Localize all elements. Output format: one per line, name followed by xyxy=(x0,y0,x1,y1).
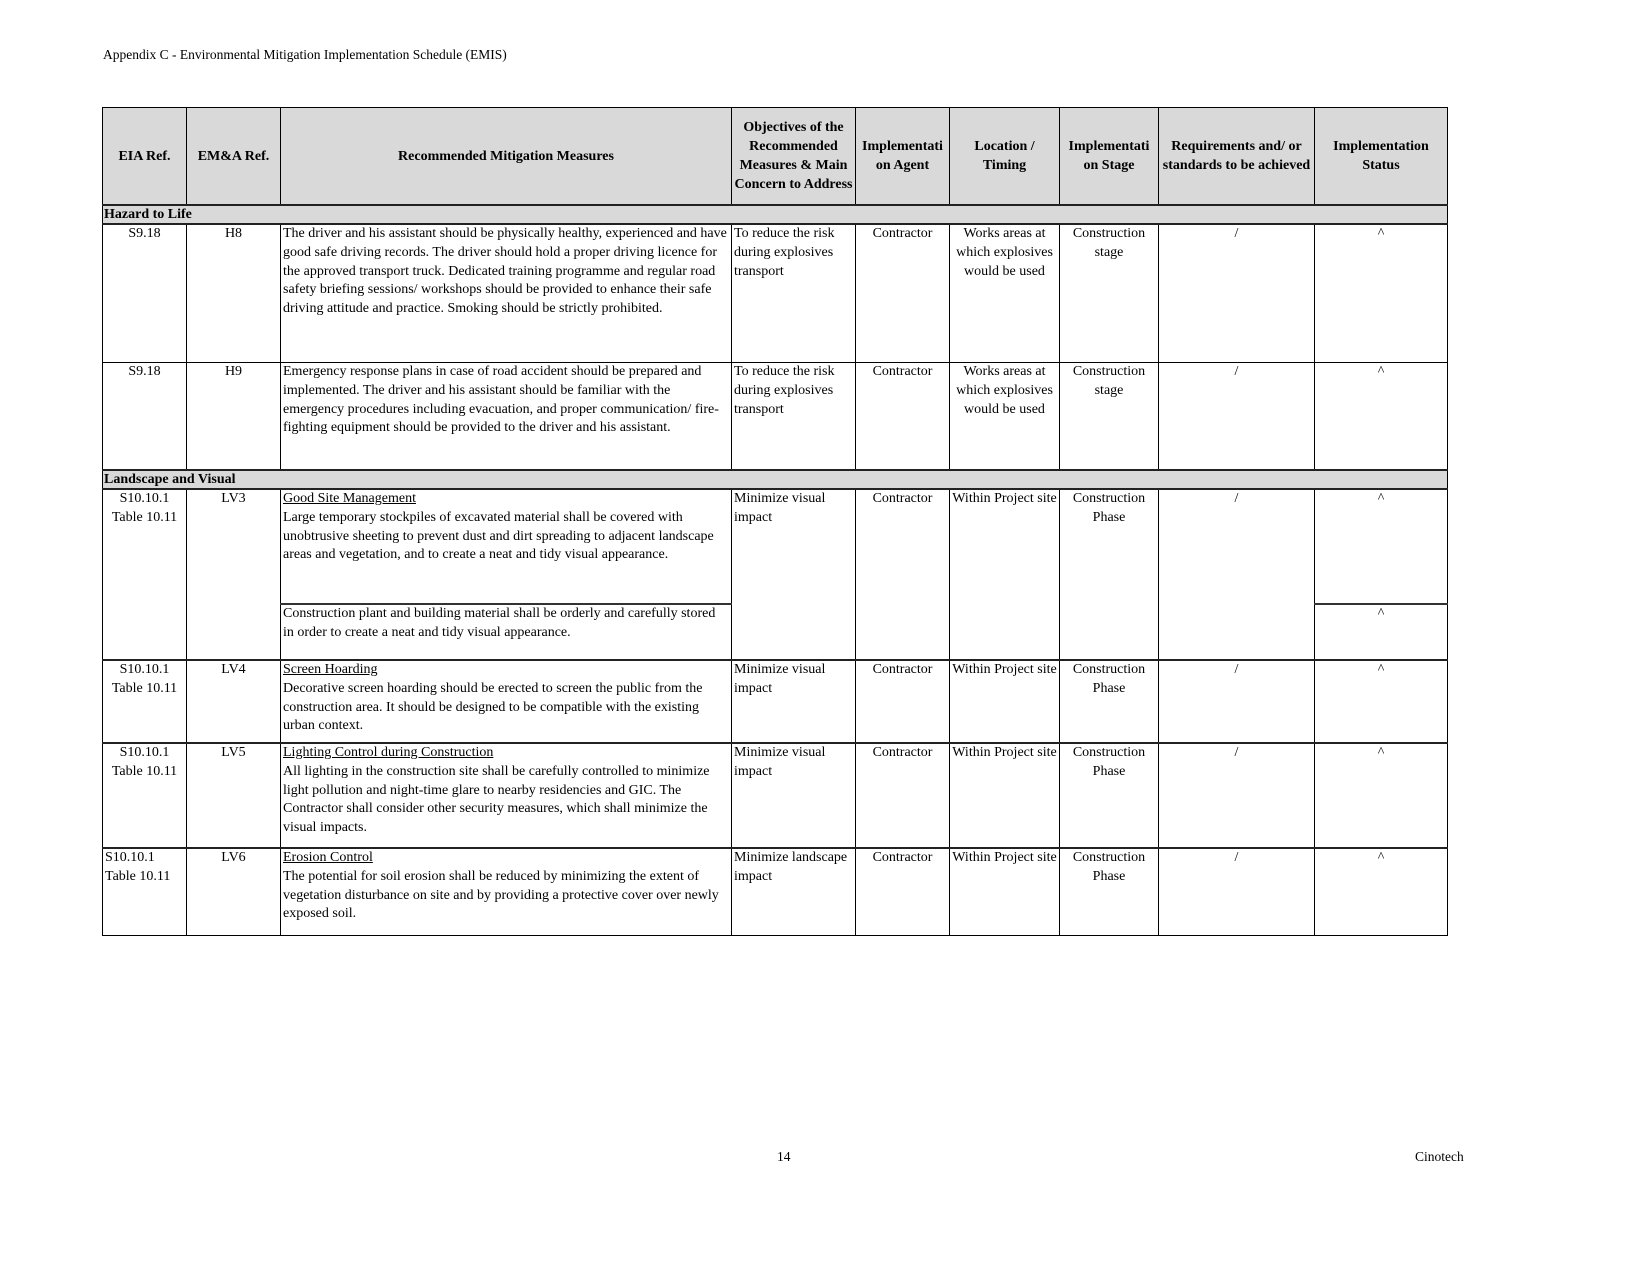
requirements-cell: / xyxy=(1159,224,1315,363)
table-row xyxy=(103,363,1448,471)
agent-cell: Contractor xyxy=(856,363,950,471)
measure-cell: Construction plant and building material shall be orderly and carefully stored in order to create a neat and tidy visual appearance. xyxy=(281,604,732,660)
col-header-implementation-status: Implementation Status xyxy=(1315,108,1448,206)
objective-cell: Minimize visual impact xyxy=(732,489,856,660)
eia-ref-cell xyxy=(103,743,187,848)
requirements-cell: / xyxy=(1159,743,1315,848)
ema-ref-cell: H9 xyxy=(187,363,281,471)
eia-ref-line: S10.10.1 xyxy=(119,662,170,677)
measure-title: Erosion Control xyxy=(283,850,373,865)
eia-ref-line: S10.10.1 xyxy=(105,850,155,865)
objective-cell: To reduce the risk during explosives transport xyxy=(732,363,856,471)
eia-ref-line: Table 10.11 xyxy=(111,763,178,779)
table-row xyxy=(103,848,1448,936)
ema-ref-cell: LV4 xyxy=(187,660,281,743)
section-row-hazard-to-life xyxy=(103,205,1448,224)
requirements-cell: / xyxy=(1159,489,1315,660)
requirements-cell: / xyxy=(1159,363,1315,471)
location-cell: Within Project site xyxy=(950,743,1060,848)
emis-table xyxy=(102,107,1448,936)
agent-cell: Contractor xyxy=(856,743,950,848)
objective-cell: To reduce the risk during explosives transport xyxy=(732,224,856,363)
table-row xyxy=(103,489,1448,604)
table-row xyxy=(103,660,1448,743)
objective-cell: Minimize visual impact xyxy=(732,660,856,743)
location-cell: Within Project site xyxy=(950,489,1060,660)
section-title: Landscape and Visual xyxy=(103,470,1448,489)
measure-cell xyxy=(281,660,732,743)
col-header-requirements: Requirements and/ or standards to be achieved xyxy=(1159,108,1315,206)
eia-ref-cell xyxy=(103,660,187,743)
status-cell: ^ xyxy=(1315,660,1448,743)
ema-ref-cell: LV6 xyxy=(187,848,281,936)
eia-ref-line: Table 10.11 xyxy=(111,509,178,525)
stage-cell: Construction Phase xyxy=(1060,660,1159,743)
stage-cell: Construction stage xyxy=(1060,224,1159,363)
table-header-row xyxy=(103,108,1448,206)
eia-ref-line: Table 10.11 xyxy=(105,868,171,884)
page-header: Appendix C - Environmental Mitigation Implementation Schedule (EMIS) xyxy=(103,47,507,62)
footer-company: Cinotech xyxy=(1415,1149,1464,1164)
status-cell: ^ xyxy=(1315,489,1448,604)
location-cell: Works areas at which explosives would be used xyxy=(950,363,1060,471)
eia-ref-cell xyxy=(103,489,187,660)
stage-cell: Construction Phase xyxy=(1060,489,1159,660)
measure-cell xyxy=(281,848,732,936)
measure-title: Lighting Control during Construction xyxy=(283,745,494,760)
requirements-cell: / xyxy=(1159,848,1315,936)
measure-cell: The driver and his assistant should be physically healthy, experienced and have good safe driving records. The driver should hold a proper driving licence for the approved transport truck. Dedicated training programme and regular road safety briefing sessions/ workshops should be provided to enhance their safe driving attitude and practice. Smoking should be strictly prohibited. xyxy=(281,224,732,363)
agent-cell: Contractor xyxy=(856,660,950,743)
col-header-eia-ref: EIA Ref. xyxy=(103,108,187,206)
eia-ref-cell: S9.18 xyxy=(103,363,187,471)
eia-ref-cell xyxy=(103,848,187,936)
ema-ref-cell: LV5 xyxy=(187,743,281,848)
measure-cell: Emergency response plans in case of road accident should be prepared and implemented. The driver and his assistant should be familiar with the emergency procedures including evacuation, and proper communication/ fire-fighting equipment should be provided to the driver and his assistant. xyxy=(281,363,732,471)
agent-cell: Contractor xyxy=(856,224,950,363)
col-header-implementation-agent: Implementati on Agent xyxy=(856,108,950,206)
stage-cell: Construction Phase xyxy=(1060,848,1159,936)
ema-ref-cell: H8 xyxy=(187,224,281,363)
stage-cell: Construction stage xyxy=(1060,363,1159,471)
status-cell: ^ xyxy=(1315,363,1448,471)
status-cell: ^ xyxy=(1315,848,1448,936)
col-header-objectives: Objectives of the Recommended Measures & Main Concern to Address xyxy=(732,108,856,206)
location-cell: Within Project site xyxy=(950,660,1060,743)
ema-ref-cell: LV3 xyxy=(187,489,281,660)
section-title: Hazard to Life xyxy=(103,205,1448,224)
status-cell: ^ xyxy=(1315,604,1448,660)
col-header-implementation-stage: Implementati on Stage xyxy=(1060,108,1159,206)
measure-text: All lighting in the construction site shall be carefully controlled to minimize light pollution and night-time glare to nearby residencies and GIC. The Contractor shall consider other security measures, which shall minimize the visual impacts. xyxy=(283,763,710,836)
requirements-cell: / xyxy=(1159,660,1315,743)
page-number: 14 xyxy=(777,1149,791,1164)
status-cell: ^ xyxy=(1315,743,1448,848)
status-cell: ^ xyxy=(1315,224,1448,363)
objective-cell: Minimize landscape impact xyxy=(732,848,856,936)
eia-ref-cell: S9.18 xyxy=(103,224,187,363)
objective-cell: Minimize visual impact xyxy=(732,743,856,848)
table-row xyxy=(103,224,1448,363)
measure-title: Screen Hoarding xyxy=(283,662,378,677)
section-row-landscape-and-visual xyxy=(103,470,1448,489)
col-header-ema-ref: EM&A Ref. xyxy=(187,108,281,206)
measure-text: The potential for soil erosion shall be reduced by minimizing the extent of vegetation disturbance on site and by providing a protective cover over newly exposed soil. xyxy=(283,868,719,922)
measure-text: Large temporary stockpiles of excavated material shall be covered with unobtrusive sheeting to prevent dust and dirt spreading to adjacent landscape areas and vegetation, and to create a neat and tidy visual appearance. xyxy=(283,509,714,563)
eia-ref-line: S10.10.1 xyxy=(119,491,170,506)
location-cell: Works areas at which explosives would be used xyxy=(950,224,1060,363)
agent-cell: Contractor xyxy=(856,489,950,660)
stage-cell: Construction Phase xyxy=(1060,743,1159,848)
measure-title: Good Site Management xyxy=(283,491,416,506)
table-row xyxy=(103,743,1448,848)
measure-cell xyxy=(281,489,732,604)
agent-cell: Contractor xyxy=(856,848,950,936)
measure-cell xyxy=(281,743,732,848)
eia-ref-line: Table 10.11 xyxy=(111,680,178,696)
col-header-location-timing: Location / Timing xyxy=(950,108,1060,206)
eia-ref-line: S10.10.1 xyxy=(119,745,170,760)
col-header-mitigation-measures: Recommended Mitigation Measures xyxy=(281,108,732,206)
location-cell: Within Project site xyxy=(950,848,1060,936)
measure-text: Decorative screen hoarding should be erected to screen the public from the construction area. It should be designed to be compatible with the existing urban context. xyxy=(283,680,703,734)
